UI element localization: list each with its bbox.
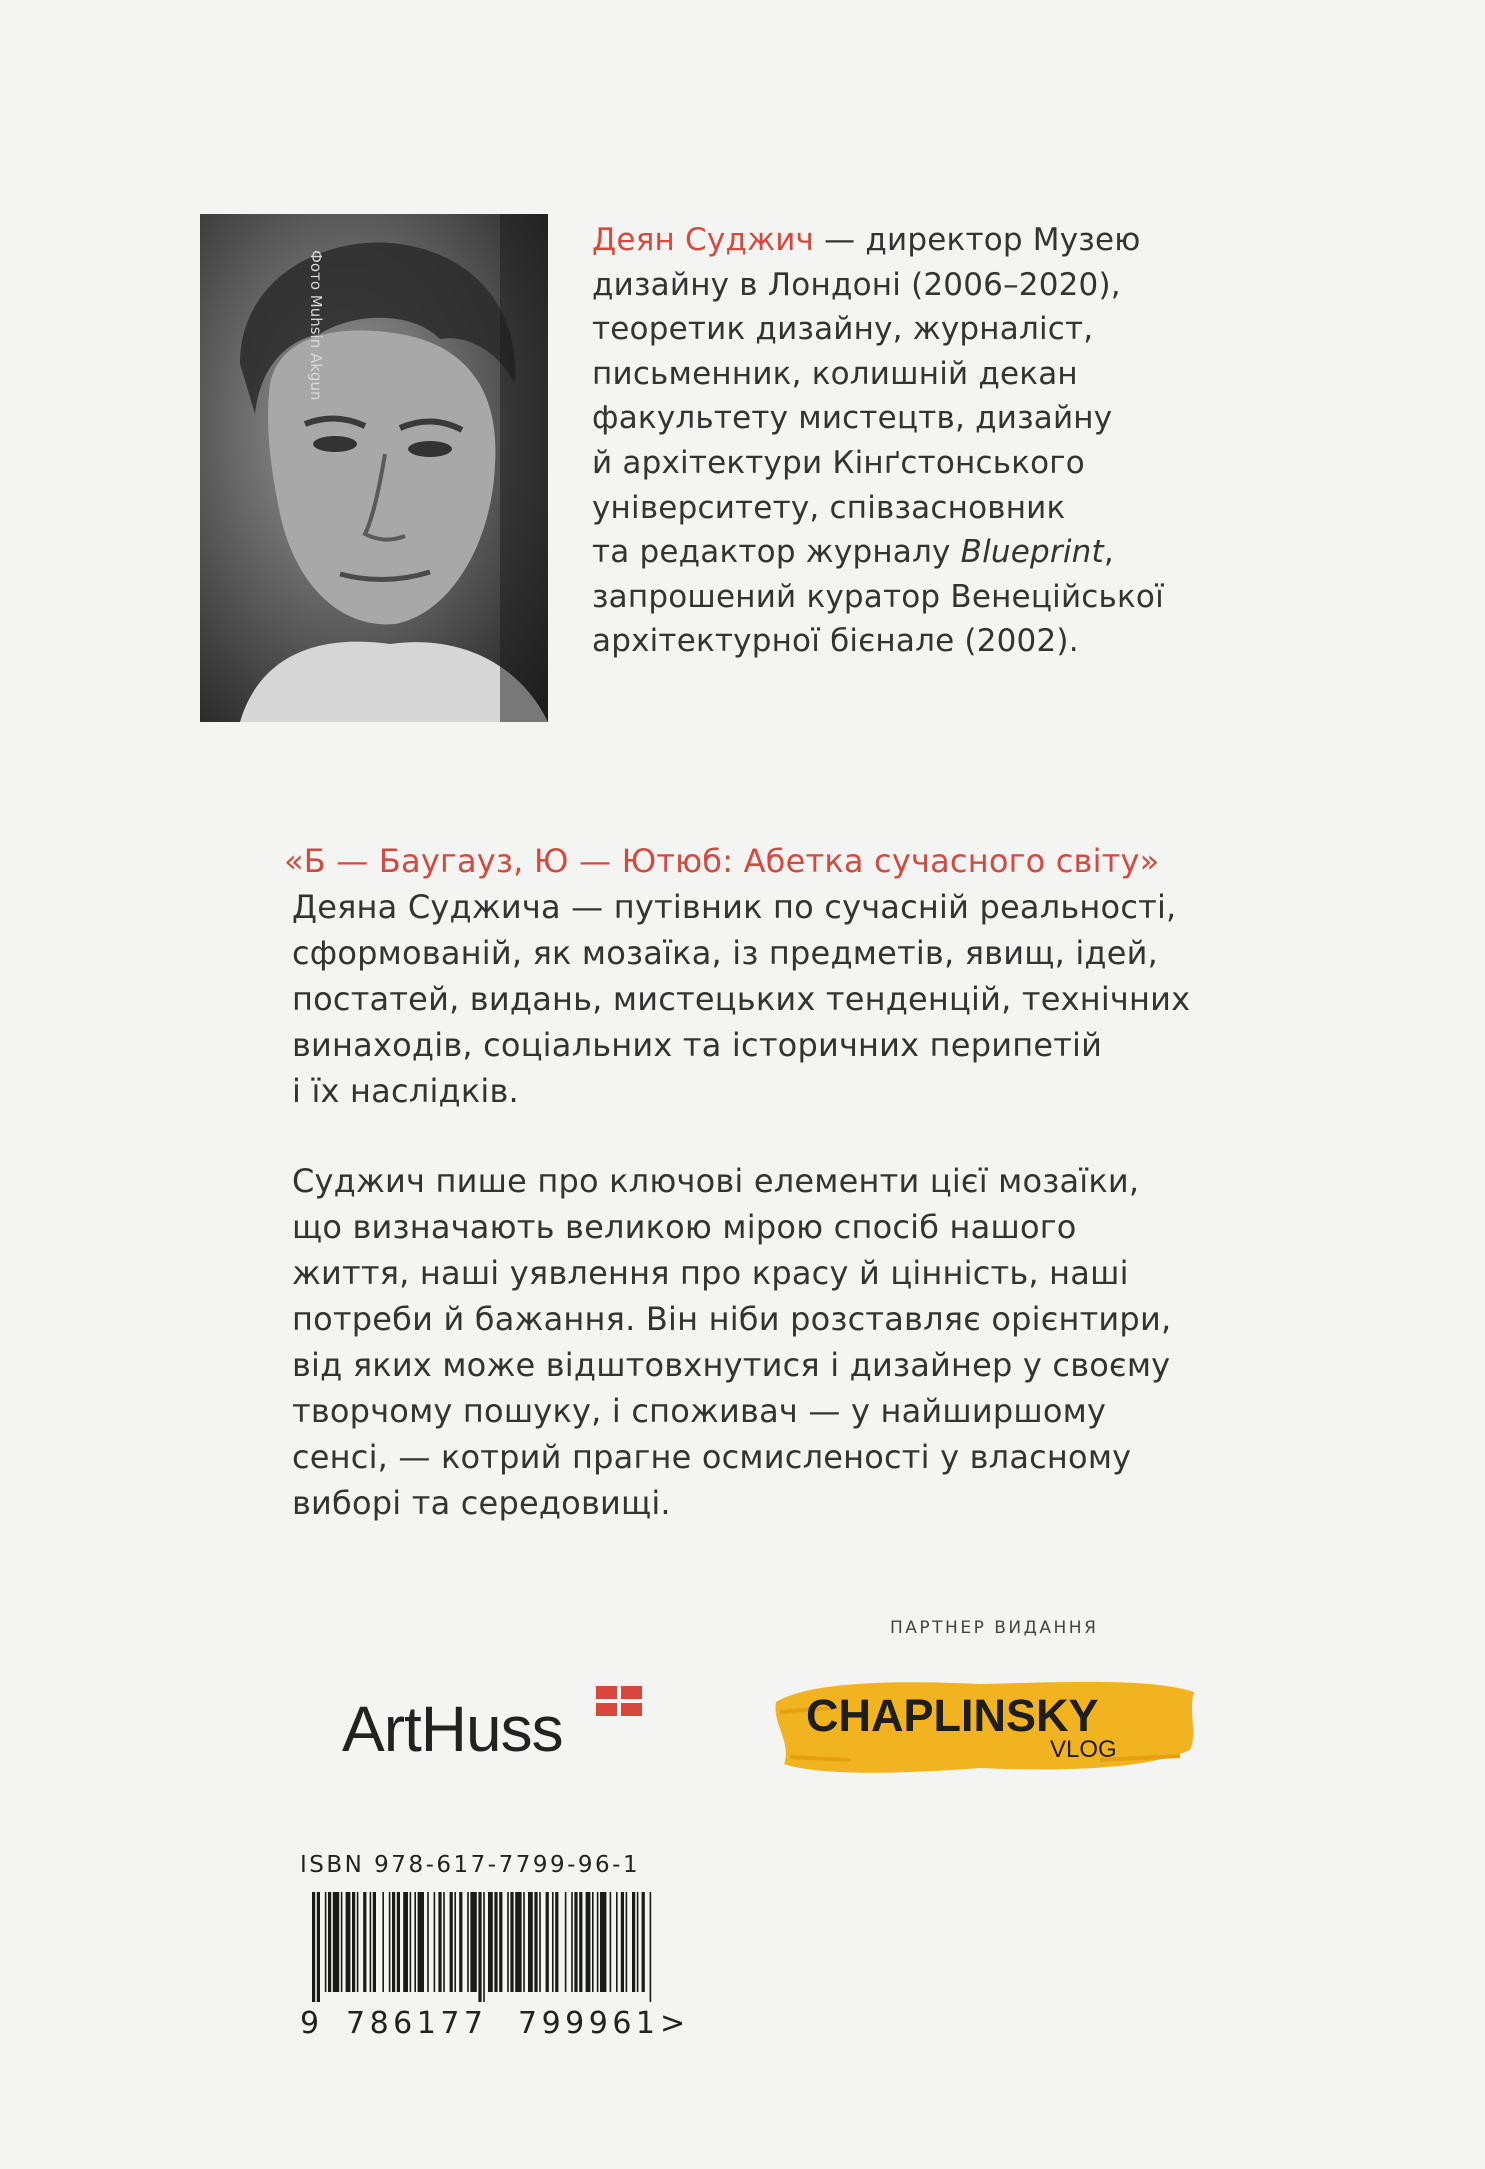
publisher-cross-icon <box>596 1686 644 1718</box>
barcode-bar <box>389 1892 391 1992</box>
barcode-bar <box>443 1892 445 1992</box>
barcode-bar <box>574 1892 577 1992</box>
barcode-bar <box>555 1892 558 1992</box>
book-blurb <box>284 838 1252 1526</box>
portrait-icon <box>200 214 548 722</box>
barcode-bar <box>467 1892 469 1992</box>
bio-line: та редактор журналу Blueprint, <box>592 534 1114 571</box>
barcode-bar <box>515 1892 521 1992</box>
barcode-bar <box>418 1892 424 1992</box>
barcode-bar <box>534 1892 537 1992</box>
barcode-bar <box>499 1892 502 1992</box>
barcode-bar <box>488 1892 493 1992</box>
barcode-bar <box>626 1892 628 1992</box>
bio-line: архітектурної бієнале (2002). <box>592 623 1079 660</box>
author-bio <box>592 218 1232 664</box>
blurb-line: що визначають великою мірою спосіб нашого <box>292 1208 1077 1246</box>
barcode-bar <box>592 1892 594 1992</box>
barcode-bar <box>414 1892 416 1992</box>
barcode-bar <box>317 1892 320 2002</box>
barcode-bar <box>373 1892 376 1992</box>
barcode-bar <box>312 1892 315 2002</box>
blurb-line: винаходів, соціальних та історичних перипетій <box>292 1026 1103 1064</box>
barcode-bar <box>528 1892 533 1992</box>
barcode-bar <box>507 1892 509 1992</box>
bio-line: теоретик дизайну, журналіст, <box>592 311 1094 348</box>
barcode-bar <box>571 1892 573 1992</box>
barcode-bar <box>470 1892 476 1992</box>
blurb-line: сформованій, як мозаїка, із предметів, явищ, ідей, <box>292 934 1158 972</box>
barcode-bar <box>459 1892 462 1992</box>
barcode-bar <box>434 1892 436 1992</box>
publisher-logo: ArtHuss <box>342 1693 563 1765</box>
barcode-bar <box>632 1892 635 1992</box>
blurb-line: Деяна Суджича — путівник по сучасній реальності, <box>292 888 1177 926</box>
barcode-bar <box>333 1892 339 1992</box>
barcode <box>302 1892 662 2002</box>
barcode-bar <box>642 1892 645 1992</box>
partner-logo-sub: VLOG <box>1050 1736 1117 1763</box>
isbn-text: ISBN 978-617-7799-96-1 <box>300 1852 641 1878</box>
barcode-bar <box>341 1892 343 1992</box>
barcode-first-digit: 9 <box>300 2006 320 2041</box>
barcode-bar <box>546 1892 549 1992</box>
barcode-bar <box>565 1892 567 1992</box>
author-photo <box>200 214 548 722</box>
barcode-bar <box>637 1892 639 1992</box>
barcode-bar <box>370 1892 372 1992</box>
blurb-line: від яких може відштовхнутися і дизайнер у своєму <box>292 1346 1171 1384</box>
barcode-bar <box>523 1892 525 1992</box>
blurb-line: виборі та середовищі. <box>292 1484 671 1522</box>
magazine-name: Blueprint <box>960 534 1104 571</box>
book-title: «Б — Баугауз, Ю — Ютюб: Абетка сучасного світу» <box>284 842 1160 880</box>
bio-line: й архітектури Кінґстонського <box>592 444 1085 481</box>
barcode-bar <box>586 1892 591 1992</box>
barcode-bar <box>450 1892 453 1992</box>
barcode-right-group: 799961 <box>518 2006 660 2041</box>
barcode-bar <box>392 1892 395 1992</box>
bio-line: письменник, колишній декан <box>592 355 1078 392</box>
barcode-bar <box>494 1892 497 1992</box>
partner-logo-main: CHAPLINSKY <box>806 1690 1099 1741</box>
barcode-bar <box>328 1892 331 1992</box>
barcode-left-group: 786177 <box>346 2006 488 2041</box>
barcode-bar <box>382 1892 384 1992</box>
barcode-bar <box>397 1892 400 1992</box>
blurb-line: Суджич пише про ключові елементи цієї мозаїки, <box>292 1162 1140 1200</box>
blurb-line: потреби й бажання. Він ніби розставляє орієнтири, <box>292 1300 1172 1338</box>
barcode-bar <box>427 1892 429 1992</box>
blurb-line: сенсі, — котрий прагне осмисленості у власному <box>292 1438 1132 1476</box>
blurb-line: творчому пошуку, і споживач — у найширшому <box>292 1392 1107 1430</box>
barcode-bar <box>483 1892 485 2002</box>
barcode-bar <box>438 1892 441 1992</box>
bio-line: Деян Суджич — директор Музею <box>592 222 1141 258</box>
barcode-bar <box>325 1892 327 1992</box>
barcode-bar <box>510 1892 513 1992</box>
bio-line: факультету мистецтв, дизайну <box>592 400 1113 437</box>
barcode-bar <box>403 1892 408 1992</box>
photo-credit: Фото Muhsin Akgun <box>307 250 325 401</box>
blurb-line: постатей, видань, мистецьких тенденцій, технічних <box>292 980 1191 1018</box>
barcode-bar <box>346 1892 351 1992</box>
author-name: Деян Суджич <box>592 222 815 258</box>
barcode-bar <box>552 1892 554 1992</box>
barcode-bar <box>352 1892 355 1992</box>
barcode-bar <box>454 1892 456 1992</box>
barcode-bar <box>539 1892 541 1992</box>
bio-line: університету, співзасновник <box>592 489 1066 526</box>
barcode-bar <box>650 1892 652 2002</box>
barcode-bar <box>600 1892 606 1992</box>
barcode-icon <box>302 1892 662 2002</box>
barcode-bar <box>478 1892 481 2002</box>
barcode-arrow: > <box>660 2006 686 2041</box>
barcode-bar <box>610 1892 612 1992</box>
bio-line: дизайну в Лондоні (2006–2020), <box>592 266 1121 303</box>
blurb-line: і їх наслідків. <box>292 1072 519 1110</box>
barcode-bar <box>597 1892 599 1992</box>
barcode-bar <box>410 1892 412 1992</box>
barcode-bar <box>616 1892 618 1992</box>
paragraph-gap <box>292 1114 1252 1158</box>
partner-label: ПАРТНЕР ВИДАННЯ <box>890 1618 1099 1638</box>
barcode-bar <box>579 1892 582 1992</box>
barcode-bar <box>621 1892 624 1992</box>
barcode-bar <box>357 1892 359 1992</box>
barcode-bar <box>363 1892 366 1992</box>
bio-line: запрошений куратор Венеційської <box>592 578 1164 615</box>
blurb-line: життя, наші уявлення про красу й цінність, наші <box>292 1254 1129 1292</box>
partner-logo <box>770 1672 1200 1780</box>
